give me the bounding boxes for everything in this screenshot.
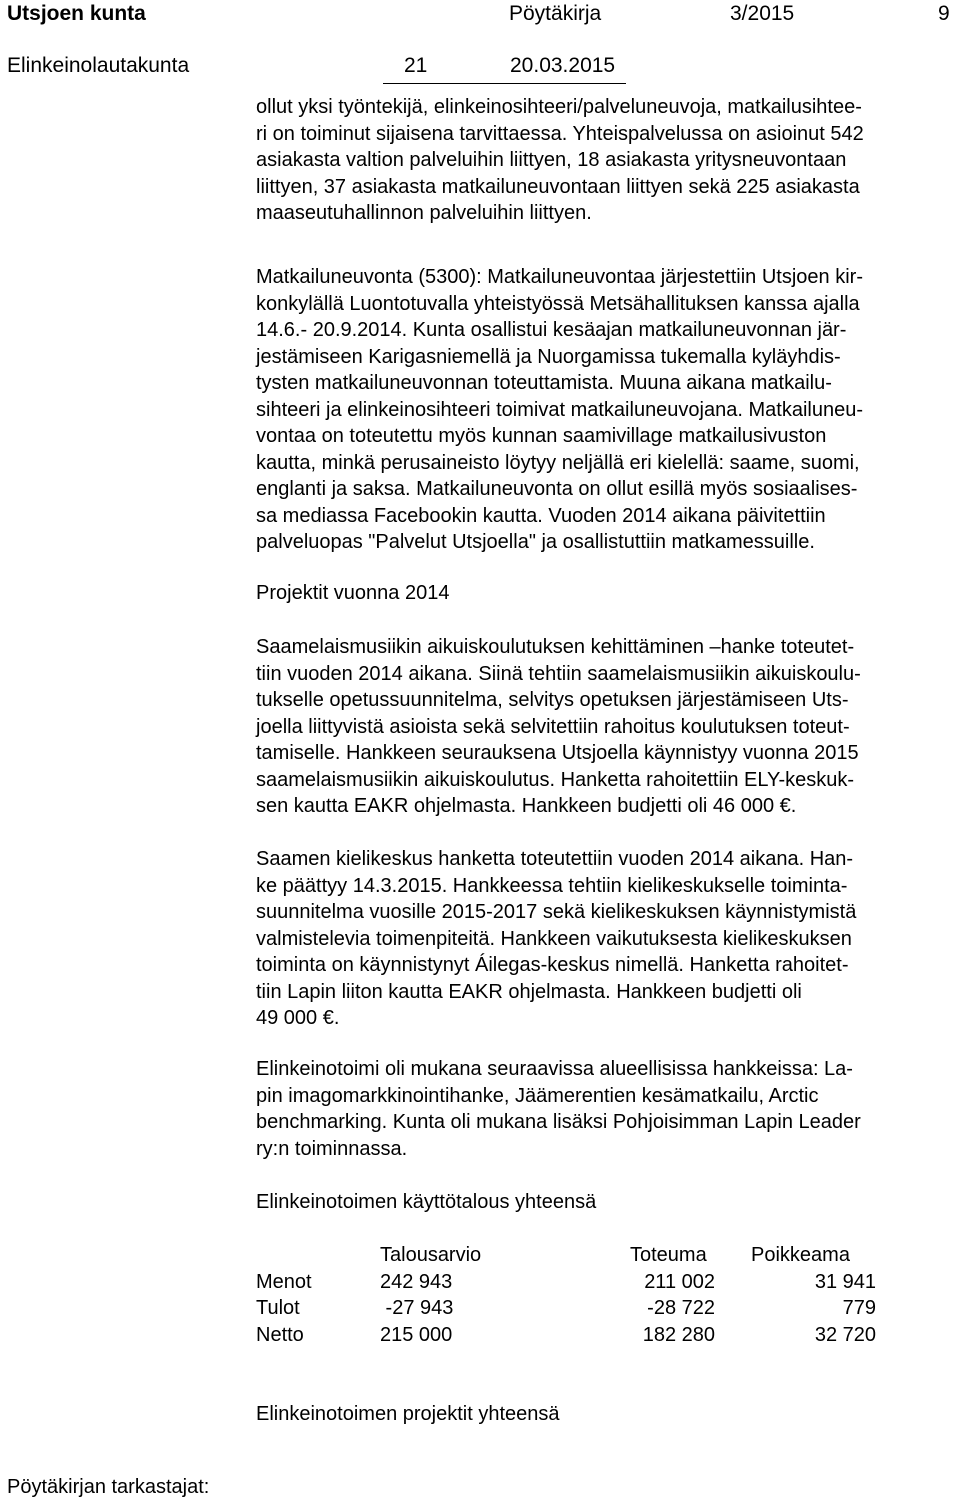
- text-line: asiakasta valtion palveluihin liittyen, 18 asiakasta yritysneuvontaan: [256, 149, 847, 171]
- text-line: Saamelaismusiikin aikuiskoulutuksen kehittäminen –hanke toteutet-: [256, 636, 855, 658]
- text-line: 49 000 €.: [256, 1007, 340, 1029]
- table-header-row: [256, 1242, 876, 1269]
- text-line: tiin Lapin liiton kautta EAKR ohjelmasta. Hankkeen budjetti oli: [256, 980, 802, 1003]
- document-type: Pöytäkirja: [509, 2, 602, 25]
- text-line: englanti ja saksa. Matkailuneuvonta on ollut esillä myös sosiaalises-: [256, 478, 858, 500]
- cell-poikkeama: 31 941: [814, 1270, 876, 1293]
- cell-talousarvio: -27 943: [380, 1297, 454, 1319]
- text-line: Elinkeinotoimi oli mukana seuraavissa alueellisissa hankkeissa: La-: [256, 1058, 853, 1080]
- text-line: sen kautta EAKR ohjelmasta. Hankkeen budjetti oli 46 000 €.: [256, 795, 797, 817]
- text-line: pin imagomarkkinointihanke, Jäämerentien kesämatkailu, Arctic: [256, 1084, 819, 1107]
- text-line: sa mediassa Facebookin kautta. Vuoden 2014 aikana päivitettiin: [256, 504, 826, 527]
- column-header: Poikkeama: [751, 1244, 850, 1266]
- text-line: tiin vuoden 2014 aikana. Siinä tehtiin saamelaismusiikin aikuiskoulu-: [256, 662, 861, 685]
- text-line: maaseutuhallinnon palveluihin liittyen.: [256, 202, 592, 224]
- cell-talousarvio: 215 000: [380, 1323, 453, 1346]
- column-header: [256, 1242, 380, 1269]
- paragraph-services: [256, 94, 956, 227]
- cell-poikkeama: 32 720: [814, 1323, 876, 1346]
- text-line: joella liittyvistä asioista sekä selvitettiin rahoitus koulutuksen toteut-: [256, 715, 850, 738]
- cell-toteuma: 211 002: [644, 1270, 715, 1293]
- section-number: 21: [404, 54, 428, 77]
- table-row: [256, 1295, 876, 1322]
- row-label: Netto: [256, 1323, 304, 1346]
- text-line: valmistelevia toimenpiteitä. Hankkeen vaikutuksesta kielikeskuksen: [256, 927, 852, 950]
- text-line: Matkailuneuvonta (5300): Matkailuneuvontaa järjestettiin Utsjoen kir-: [256, 266, 863, 288]
- text-line: toiminta on käynnistynyt Áilegas-keskus nimellä. Hanketta rahoitet-: [256, 954, 849, 976]
- budget-table: [256, 1242, 876, 1348]
- projects-year-heading: Projektit vuonna 2014: [256, 582, 450, 604]
- text-line: benchmarking. Kunta oli mukana lisäksi Pohjoisimman Lapin Leader: [256, 1111, 861, 1133]
- text-line: tamiselle. Hankkeen seurauksena Utsjoella käynnistyy vuonna 2015: [256, 742, 859, 764]
- table-row: [256, 1322, 876, 1349]
- board-name: Elinkeinolautakunta: [7, 54, 190, 77]
- row-label: Menot: [256, 1270, 312, 1293]
- text-line: ke päättyy 14.3.2015. Hankkeessa tehtiin kielikeskukselle toiminta-: [256, 874, 848, 897]
- page-number: 9: [938, 2, 950, 25]
- text-line: jestämiseen Karigasniemellä ja Nuorgamissa tukemalla kyläyhdis-: [256, 345, 841, 368]
- row-label: Tulot: [256, 1297, 300, 1319]
- paragraph-music-project: [256, 634, 956, 820]
- cell-talousarvio: 242 943: [380, 1270, 453, 1293]
- text-line: ri on toiminut sijaisena tarvittaessa. Yhteispalvelussa on asioinut 542: [256, 122, 864, 145]
- table-row: [256, 1269, 876, 1296]
- text-line: 14.6.- 20.9.2014. Kunta osallistui kesäajan matkailuneuvonnan jär-: [256, 319, 847, 341]
- text-line: tysten matkailuneuvonnan toteuttamista. Muuna aikana matkailu-: [256, 372, 832, 394]
- text-line: Saamen kielikeskus hanketta toteutettiin vuoden 2014 aikana. Han-: [256, 848, 854, 870]
- cell-poikkeama: 779: [842, 1297, 876, 1319]
- text-line: kautta, minkä perusaineisto löytyy neljällä eri kielellä: saame, suomi,: [256, 451, 860, 474]
- text-line: liittyen, 37 asiakasta matkailuneuvontaan liittyen sekä 225 asiakasta: [256, 175, 860, 198]
- paragraph-regional-projects: [256, 1056, 956, 1162]
- text-line: suunnitelma vuosille 2015-2017 sekä kielikeskuksen käynnistymistä: [256, 901, 857, 923]
- minutes-reviewers-label: Pöytäkirjan tarkastajat:: [7, 1476, 210, 1498]
- document-number: 3/2015: [730, 2, 795, 25]
- text-line: saamelaismusiikin aikuiskoulutus. Hanketta rahoitettiin ELY-keskuk-: [256, 768, 855, 791]
- cell-toteuma: -28 722: [647, 1297, 715, 1319]
- cell-toteuma: 182 280: [642, 1323, 715, 1346]
- column-header: Talousarvio: [380, 1244, 482, 1266]
- paragraph-language-centre: [256, 846, 956, 1032]
- column-header: Toteuma: [630, 1244, 707, 1266]
- municipality-name: Utsjoen kunta: [7, 2, 146, 25]
- text-line: vontaa on toteutettu myös kunnan saamivillage matkailusivuston: [256, 425, 827, 447]
- projects-total-heading: Elinkeinotoimen projektit yhteensä: [256, 1403, 560, 1425]
- text-line: sihteeri ja elinkeinosihteeri toimivat matkailuneuvojana. Matkailuneu-: [256, 398, 863, 421]
- header-underline: [383, 83, 626, 84]
- text-line: konkylällä Luontotuvalla yhteistyössä Metsähallituksen kanssa ajalla: [256, 292, 860, 315]
- budget-heading: Elinkeinotoimen käyttötalous yhteensä: [256, 1191, 597, 1213]
- text-line: palveluopas "Palvelut Utsjoella" ja osallistuttiin matkamessuille.: [256, 531, 815, 553]
- paragraph-tourism-info: [256, 264, 956, 556]
- text-line: ry:n toiminnassa.: [256, 1137, 408, 1160]
- text-line: tukselle opetussuunnitelma, selvitys opetuksen järjestämiseen Uts-: [256, 689, 849, 711]
- text-line: ollut yksi työntekijä, elinkeinosihteeri/palveluneuvoja, matkailusihtee-: [256, 96, 862, 118]
- meeting-date: 20.03.2015: [510, 54, 616, 77]
